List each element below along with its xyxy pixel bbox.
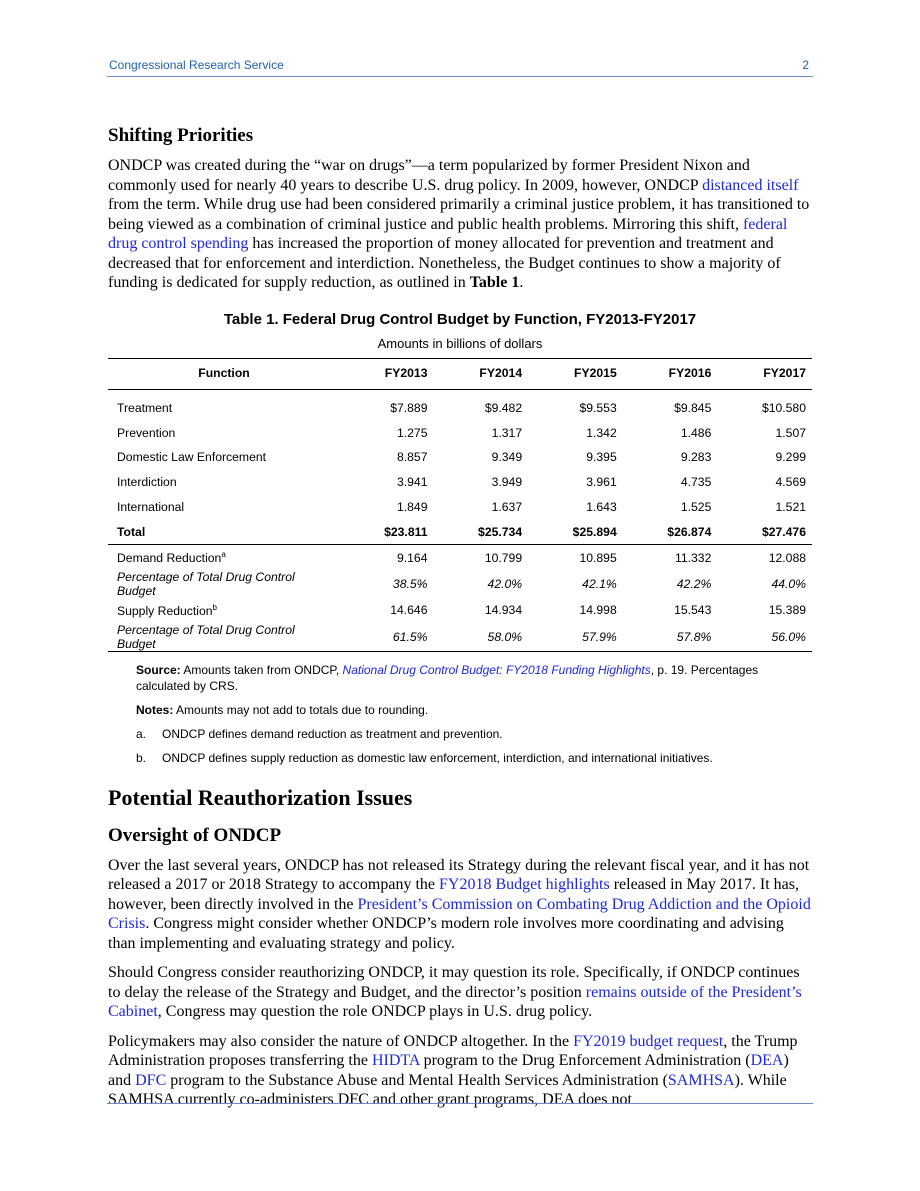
- section-heading-reauthorization: Potential Reauthorization Issues: [108, 784, 413, 810]
- paragraph-oversight-1: [108, 856, 812, 954]
- row-label-text: Supply Reduction: [117, 604, 213, 618]
- cell-fy2013: 1.275: [396, 425, 428, 440]
- table-row: [108, 598, 812, 623]
- link-fy2019-budget-request[interactable]: FY2019 budget request: [573, 1032, 724, 1050]
- text: Policymakers may also consider the nature of ONDCP altogether. In the: [108, 1032, 574, 1050]
- table-subtitle: Amounts in billions of dollars: [377, 335, 543, 351]
- cell-fy2015: 10.895: [579, 550, 617, 565]
- cell-fy2014: 1.637: [491, 500, 523, 515]
- row-label: [108, 389, 340, 420]
- cell-fy2016: $9.845: [674, 400, 712, 415]
- cell-fy2014: 1.317: [491, 425, 523, 440]
- cell-fy2017: 4.569: [775, 475, 806, 490]
- row-label: [108, 623, 340, 652]
- cell-fy2014: 10.799: [484, 550, 523, 565]
- table-row: [108, 570, 812, 598]
- footnote-marker: b.: [136, 750, 147, 765]
- table-notes-line: [136, 702, 812, 718]
- row-label-text: Demand Reduction: [117, 551, 222, 566]
- row-label: [108, 470, 340, 495]
- table-source: [136, 662, 812, 694]
- link-distanced-itself[interactable]: distanced itself: [702, 176, 799, 194]
- budget-table: [108, 358, 812, 652]
- row-label-text: International: [117, 500, 185, 515]
- paragraph-oversight-3: [108, 1032, 812, 1110]
- cell-fy2017: 15.389: [768, 603, 806, 618]
- cell-fy2017: 1.521: [775, 500, 806, 515]
- cell-fy2014: 9.349: [491, 450, 523, 465]
- row-label: [108, 445, 340, 470]
- cell-fy2013: 8.857: [396, 450, 428, 465]
- cell-fy2014: $9.482: [484, 400, 523, 415]
- link-samhsa[interactable]: SAMHSA: [667, 1071, 735, 1089]
- cell-fy2014: 3.949: [491, 475, 523, 490]
- table-row: [108, 519, 812, 544]
- paragraph-shifting-priorities: [108, 156, 812, 293]
- cell-fy2015: 1.643: [586, 500, 617, 515]
- cell-fy2015: $9.553: [579, 400, 617, 415]
- column-header: FY2014: [433, 358, 528, 389]
- row-label: [108, 570, 340, 598]
- footnote-a: [136, 726, 812, 742]
- row-label-text: Percentage of Total Drug Control Budget: [117, 622, 295, 651]
- row-label-text: Treatment: [117, 400, 173, 415]
- footnote-text: ONDCP defines demand reduction as treatment and prevention.: [162, 726, 503, 741]
- cell-fy2013: 9.164: [396, 550, 428, 565]
- text: Amounts taken from ONDCP,: [180, 662, 343, 677]
- cell-fy2016: 1.525: [680, 500, 712, 515]
- text: has increased the proportion of money allocated for prevention and treatment and decreased that for enforcement and interdiction. Nonetheless, the Budget continues to show a majority of funding is dedicated for supply reduction, as outlined in: [108, 235, 781, 291]
- cell-fy2015: 14.998: [579, 603, 617, 618]
- text: program to the Substance Abuse and Mental Health Services Administration (: [166, 1071, 668, 1089]
- row-label: [108, 420, 340, 445]
- cell-fy2013: $7.889: [390, 400, 428, 415]
- table-row: [108, 445, 812, 470]
- text: , p. 19. Percentages calculated by CRS.: [136, 662, 759, 693]
- cell-fy2016: $26.874: [623, 519, 718, 544]
- cell-fy2015: $25.894: [528, 519, 623, 544]
- cell-fy2015: 1.342: [586, 425, 617, 440]
- table-row: [108, 623, 812, 652]
- footnote-b: [136, 750, 812, 766]
- row-label: [108, 495, 340, 520]
- page-header: [107, 58, 813, 78]
- cell-fy2016: 15.543: [674, 603, 712, 618]
- cell-fy2013: 38.5%: [392, 577, 428, 592]
- text: released in May 2017. It has, however, been directly involved in the: [108, 876, 799, 913]
- table-title: Table 1. Federal Drug Control Budget by Function, FY2013-FY2017: [223, 310, 697, 328]
- cell-fy2015: 57.9%: [528, 623, 623, 652]
- text: Over the last several years, ONDCP has not released its Strategy during the relevant fiscal year, and it has not released a 2017 or 2018 Strategy to accompany the: [108, 856, 810, 894]
- text: from the term. While drug use had been considered primarily a criminal justice problem, it has transitioned to being viewed as a combination of criminal justice and public health problems. Mirroring this shift,: [108, 196, 810, 233]
- cell-fy2017: 12.088: [768, 550, 806, 565]
- cell-fy2014: 42.0%: [487, 577, 523, 592]
- table-row: [108, 545, 812, 570]
- section-heading-shifting-priorities: Shifting Priorities: [108, 125, 254, 146]
- cell-fy2017: 1.507: [775, 425, 806, 440]
- row-label: [108, 598, 340, 623]
- cell-fy2016: 9.283: [680, 450, 712, 465]
- link-fy2018-budget-highlights[interactable]: FY2018 Budget highlights: [439, 876, 610, 894]
- link-outside-cabinet[interactable]: remains outside of the President’s Cabinet: [108, 983, 802, 1021]
- table-row: [108, 420, 812, 445]
- cell-fy2013: 3.941: [396, 475, 428, 490]
- row-label-text: Total: [117, 524, 146, 539]
- link-hidta[interactable]: HIDTA: [371, 1052, 420, 1070]
- text: Amounts may not add to totals due to rounding.: [173, 702, 429, 717]
- cell-fy2017: $10.580: [761, 400, 806, 415]
- cell-fy2015: 3.961: [586, 475, 617, 490]
- footnote-text: ONDCP defines supply reduction as domestic law enforcement, interdiction, and international initiatives.: [162, 750, 713, 765]
- cell-fy2016: 42.2%: [676, 577, 712, 592]
- text: , the Trump Administration proposes transferring the: [108, 1032, 798, 1070]
- page-content: [108, 125, 812, 1120]
- table-notes: [136, 662, 812, 766]
- table-header-row: [108, 358, 812, 389]
- text: , Congress may question the role ONDCP plays in U.S. drug policy.: [157, 1003, 593, 1021]
- row-label: [108, 545, 340, 570]
- text: Should Congress consider reauthorizing ONDCP, it may question its role. Specifically, if ONDCP continues to delay the release of the Strategy and Budget, and the director’s position: [108, 964, 800, 1001]
- row-label-text: Interdiction: [117, 475, 177, 490]
- cell-fy2016: 1.486: [680, 425, 712, 440]
- table-row: [108, 495, 812, 520]
- paragraph-oversight-2: [108, 963, 812, 1022]
- header-source: Congressional Research Service: [109, 58, 284, 72]
- cell-fy2014: $25.734: [433, 519, 528, 544]
- text: program to the Drug Enforcement Administration (: [419, 1052, 751, 1070]
- cell-fy2014: 14.934: [484, 603, 523, 618]
- column-header: FY2015: [528, 358, 623, 389]
- row-label-text: Prevention: [117, 425, 176, 440]
- text: ) and: [108, 1052, 789, 1089]
- footer-rule: [107, 1103, 813, 1104]
- cell-fy2013: 61.5%: [340, 623, 433, 652]
- cell-fy2013: $23.811: [340, 519, 433, 544]
- row-label-text: Domestic Law Enforcement: [117, 450, 267, 465]
- link-dea[interactable]: DEA: [750, 1052, 784, 1070]
- column-header: FY2017: [717, 358, 812, 389]
- row-label-text: Percentage of Total Drug Control Budget: [117, 570, 295, 599]
- cell-fy2015: 42.1%: [582, 577, 617, 592]
- cell-fy2017: $27.476: [717, 519, 812, 544]
- cell-fy2016: 11.332: [674, 550, 712, 565]
- cell-fy2014: 58.0%: [433, 623, 528, 652]
- text: . Congress might consider whether ONDCP’s modern role involves more coordinating and advising than implementing and evaluating strategy and policy.: [108, 915, 784, 952]
- row-label: [108, 519, 340, 544]
- cell-fy2016: 57.8%: [623, 623, 718, 652]
- cell-fy2015: 9.395: [586, 450, 617, 465]
- notes-label: Notes:: [136, 702, 174, 717]
- link-federal-drug-control-spending[interactable]: federal drug control spending: [108, 215, 788, 252]
- link-dfc[interactable]: DFC: [135, 1071, 167, 1089]
- header-rule: [107, 76, 813, 77]
- cell-fy2016: 4.735: [680, 475, 712, 490]
- source-label: Source:: [136, 662, 181, 677]
- text: ). While SAMHSA currently co-administers DFC and other grant programs, DEA does not: [108, 1071, 787, 1109]
- table-reference: Table 1: [469, 274, 520, 291]
- text: ONDCP was created during the “war on drugs”—a term popularized by former President Nixon and commonly used for nearly 40 years to describe U.S. drug policy. In 2009, however, ONDCP: [108, 157, 750, 194]
- table-row: [108, 389, 812, 420]
- footnote-ref: a: [221, 550, 226, 560]
- text: .: [519, 274, 524, 291]
- subheading-oversight: Oversight of ONDCP: [108, 824, 282, 846]
- table-row: [108, 470, 812, 495]
- column-header: FY2013: [340, 358, 433, 389]
- cell-fy2013: 14.646: [390, 603, 428, 618]
- column-header: FY2016: [623, 358, 718, 389]
- link-funding-highlights[interactable]: National Drug Control Budget: FY2018 Funding Highlights: [342, 662, 651, 677]
- page-number: 2: [802, 58, 809, 72]
- column-header: Function: [108, 358, 340, 389]
- footnote-marker: a.: [136, 726, 147, 741]
- footnote-ref: b: [212, 602, 217, 612]
- cell-fy2017: 56.0%: [717, 623, 812, 652]
- cell-fy2013: 1.849: [396, 500, 428, 515]
- cell-fy2017: 44.0%: [771, 577, 806, 592]
- cell-fy2017: 9.299: [775, 450, 806, 465]
- link-presidents-commission[interactable]: President’s Commission on Combating Drug Addiction and the Opioid Crisis: [108, 895, 811, 933]
